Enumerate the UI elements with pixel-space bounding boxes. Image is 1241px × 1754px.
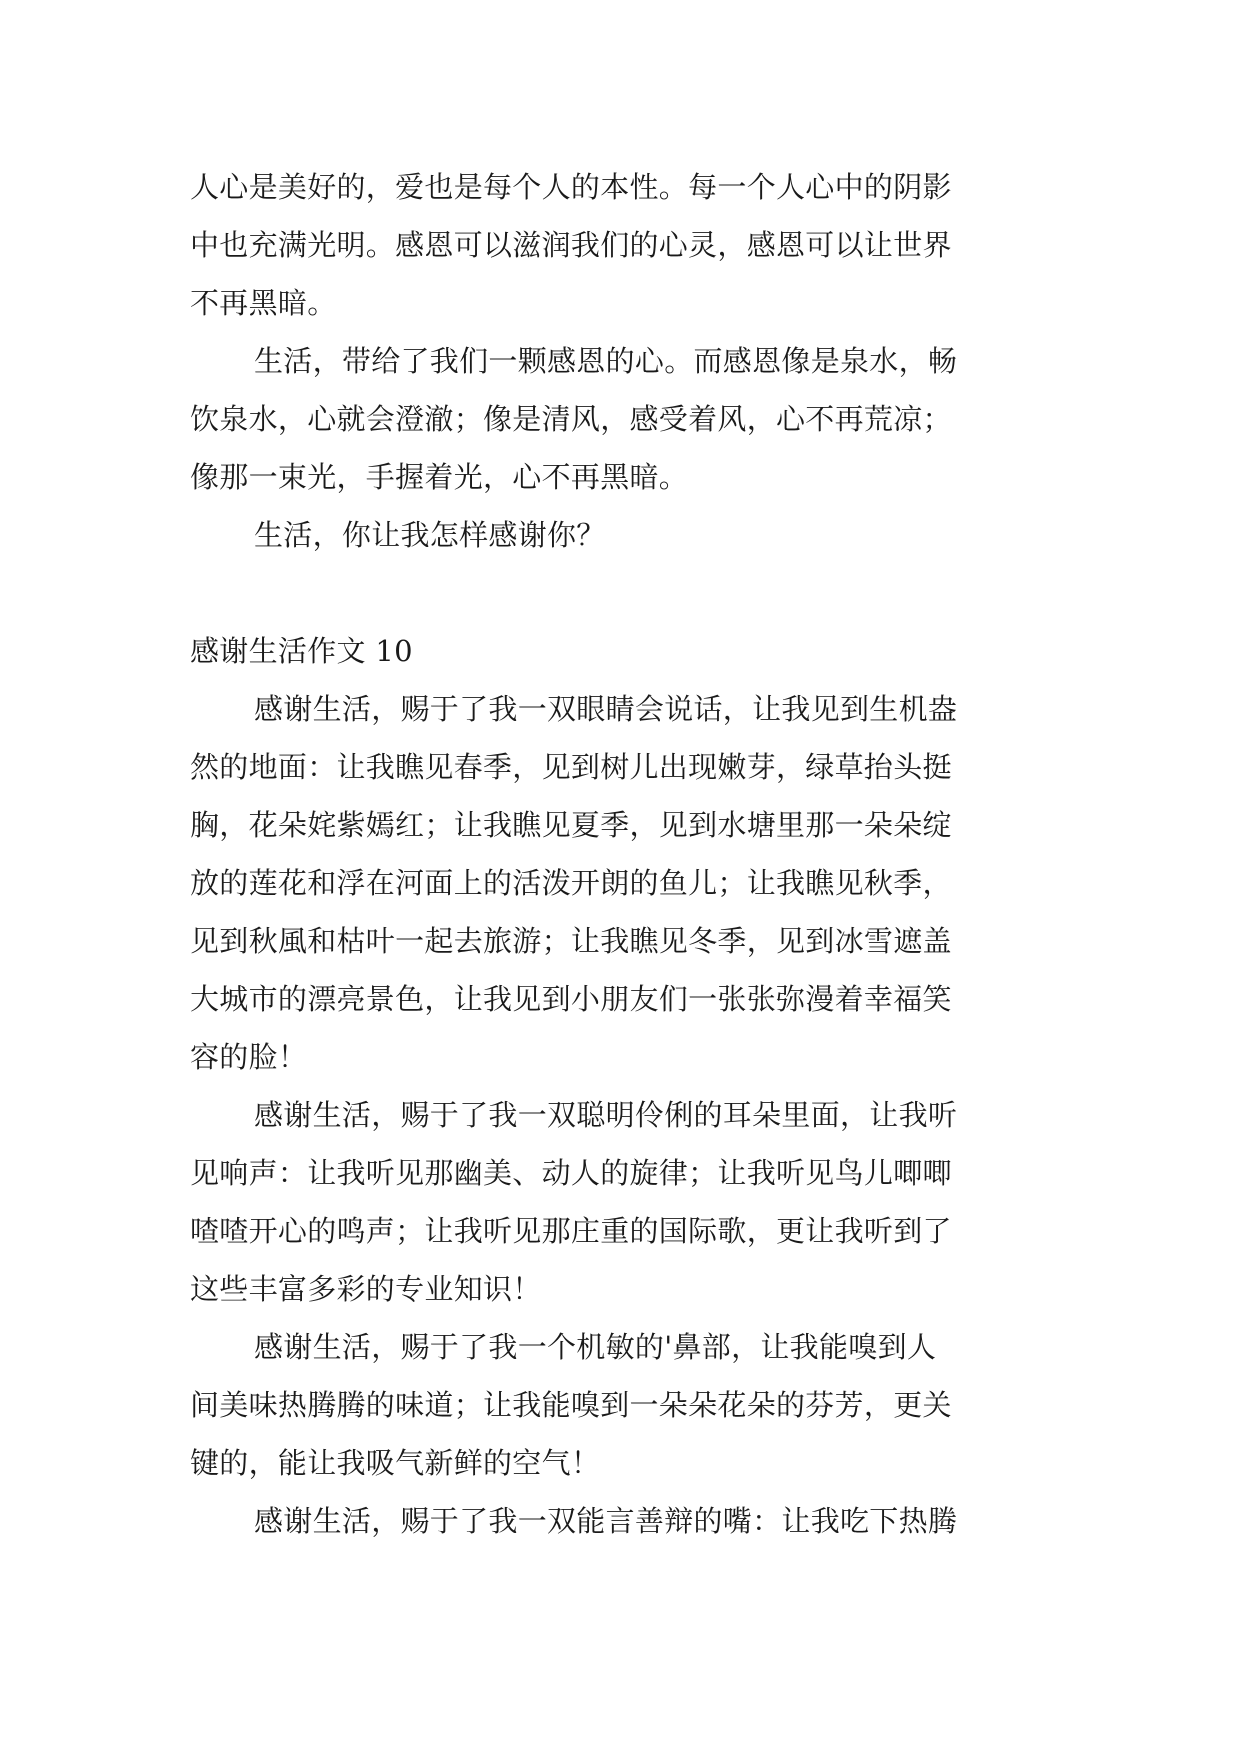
text-line: 不再黑暗。 <box>190 286 337 320</box>
paragraph-ears <box>190 1086 1062 1318</box>
text-line: 胸，花朵姹紫嫣红；让我瞧见夏季，见到水塘里那一朵朵绽 <box>190 808 952 842</box>
text-line: 这些丰富多彩的专业知识！ <box>190 1272 542 1306</box>
paragraph-question <box>190 506 1062 564</box>
text-line: 生活，你让我怎样感谢你？ <box>254 518 606 552</box>
text-line: 然的地面：让我瞧见春季，见到树儿出现嫩芽，绿草抬头挺 <box>190 750 952 784</box>
paragraph-eyes <box>190 680 1062 1086</box>
text-line: 像那一束光，手握着光，心不再黑暗。 <box>190 460 689 494</box>
text-line: 容的脸！ <box>190 1040 308 1074</box>
paragraph-nose <box>190 1318 1062 1492</box>
text-line: 中也充满光明。感恩可以滋润我们的心灵，感恩可以让世界 <box>190 228 952 262</box>
text-line: 见响声：让我听见那幽美、动人的旋律；让我听见鸟儿唧唧 <box>190 1156 952 1190</box>
text-line: 生活，带给了我们一颗感恩的心。而感恩像是泉水，畅 <box>254 344 958 378</box>
text-line: 感谢生活，赐于了我一个机敏的'鼻部，让我能嗅到人 <box>254 1330 937 1364</box>
text-line: 放的莲花和浮在河面上的活泼开朗的鱼儿；让我瞧见秋季， <box>190 866 952 900</box>
text-line: 感谢生活，赐于了我一双眼睛会说话，让我见到生机盎 <box>254 692 958 726</box>
paragraph-mouth <box>190 1492 1062 1550</box>
section-title: 感谢生活作文 10 <box>190 634 413 668</box>
text-line: 键的，能让我吸气新鲜的空气！ <box>190 1446 601 1480</box>
text-line: 间美味热腾腾的味道；让我能嗅到一朵朵花朵的芬芳，更关 <box>190 1388 952 1422</box>
text-line: 感谢生活，赐于了我一双能言善辩的嘴：让我吃下热腾 <box>254 1504 958 1538</box>
text-line: 人心是美好的，爱也是每个人的本性。每一个人心中的阴影 <box>190 170 952 204</box>
text-line: 大城市的漂亮景色，让我见到小朋友们一张张弥漫着幸福笑 <box>190 982 952 1016</box>
paragraph-intro <box>190 158 1062 332</box>
text-line: 喳喳开心的鸣声；让我听见那庄重的国际歌，更让我听到了 <box>190 1214 952 1248</box>
section-spacer <box>190 564 1062 622</box>
paragraph-life-gift <box>190 332 1062 506</box>
text-line: 饮泉水，心就会澄澈；像是清风，感受着风，心不再荒凉； <box>190 402 952 436</box>
text-line: 见到秋風和枯叶一起去旅游；让我瞧见冬季，见到冰雪遮盖 <box>190 924 952 958</box>
text-line: 感谢生活，赐于了我一双聪明伶俐的耳朵里面，让我听 <box>254 1098 958 1132</box>
document-body <box>190 158 1062 1550</box>
